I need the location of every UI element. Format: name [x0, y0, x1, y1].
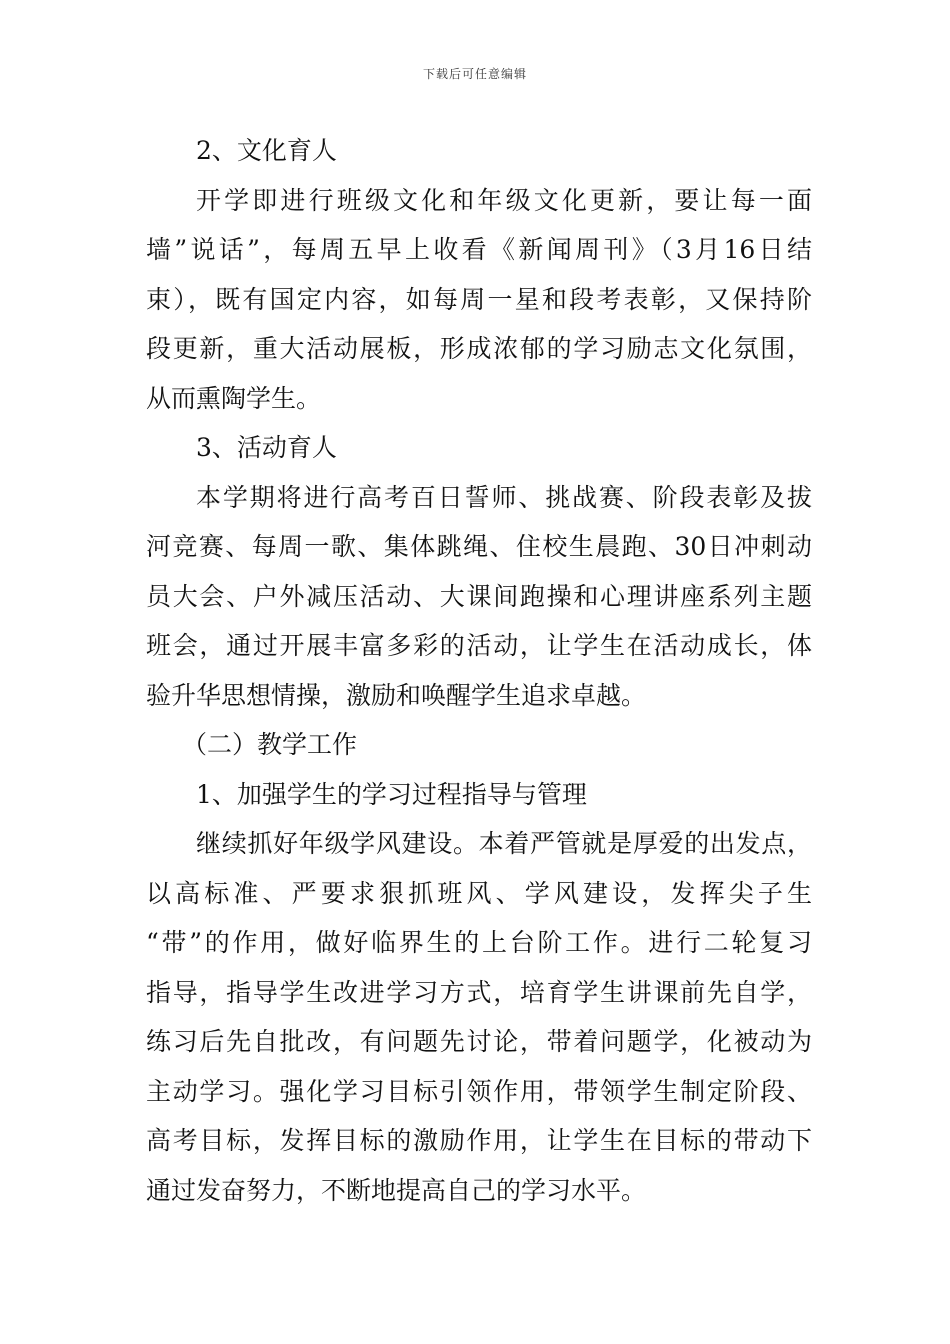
text-line: 员大会、户外减压活动、大课间跑操和心理讲座系列主题	[146, 581, 812, 611]
text-line: “带”的作用，做好临界生的上台阶工作。进行二轮复习	[146, 928, 812, 957]
text-line: 2、文化育人	[196, 136, 337, 165]
document-body	[146, 126, 812, 1215]
text-line: 从而熏陶学生。	[146, 383, 322, 413]
text-line: 段更新，重大活动展板，形成浓郁的学习励志文化氛围，	[146, 334, 812, 363]
text-line: 河竞赛、每周一歌、集体跳绳、住校生晨跑、30日冲刺动	[146, 532, 812, 561]
text-line: 3、活动育人	[196, 433, 337, 462]
text-line: 主动学习。强化学习目标引领作用，带领学生制定阶段、	[146, 1076, 812, 1106]
text-line: 束），既有国定内容，如每周一星和段考表彰，又保持阶	[146, 284, 812, 314]
text-line: 本学期将进行高考百日誓师、挑战赛、阶段表彰及拔	[196, 482, 812, 512]
text-line: （二）教学工作	[182, 730, 358, 759]
text-line: 验升华思想情操，激励和唤醒学生追求卓越。	[146, 680, 647, 710]
text-line: 以高标准、严要求狠抓班风、学风建设，发挥尖子生	[146, 878, 812, 908]
text-line: 开学即进行班级文化和年级文化更新，要让每一面	[196, 185, 812, 215]
text-line: 班会，通过开展丰富多彩的活动，让学生在活动成长，体	[146, 631, 812, 660]
text-line: 1、加强学生的学习过程指导与管理	[196, 779, 587, 809]
text-line: 高考目标，发挥目标的激励作用，让学生在目标的带动下	[146, 1126, 812, 1155]
header-note: 下载后可任意编辑	[422, 67, 527, 81]
text-line: 墙”说话”，每周五早上收看《新闻周刊》（3月16日结	[146, 235, 812, 264]
text-line: 通过发奋努力，不断地提高自己的学习水平。	[146, 1175, 647, 1205]
text-line: 练习后先自批改，有问题先讨论，带着问题学，化被动为	[146, 1027, 812, 1056]
text-line: 继续抓好年级学风建设。本着严管就是厚爱的出发点，	[196, 829, 812, 858]
text-line: 指导，指导学生改进学习方式，培育学生讲课前先自学，	[146, 977, 812, 1007]
